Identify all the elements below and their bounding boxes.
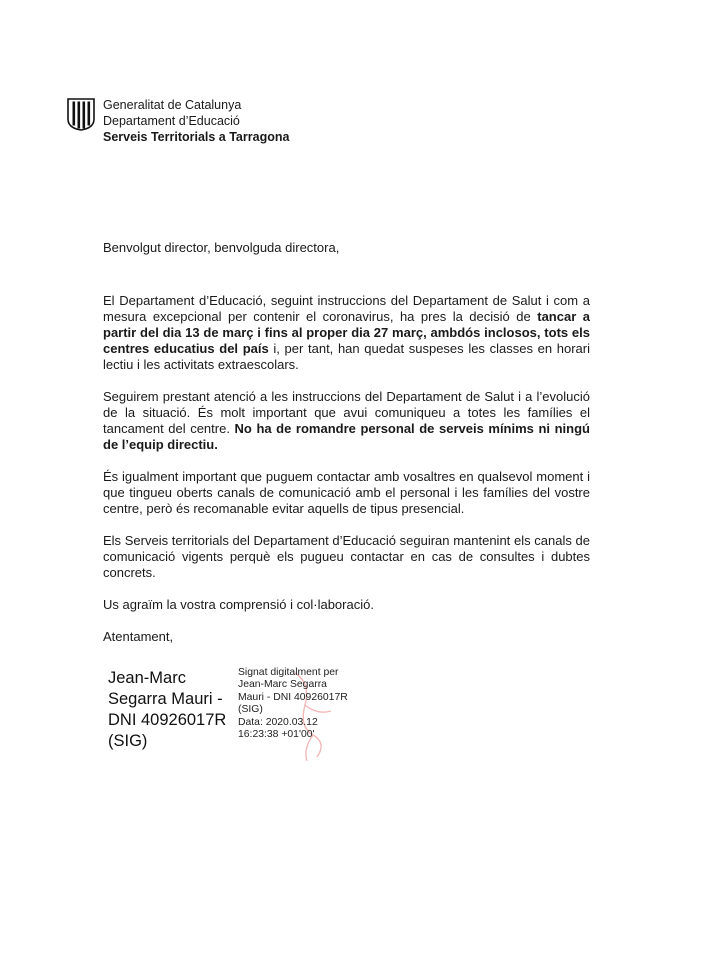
catalan-coat-of-arms-icon <box>66 97 96 131</box>
paragraph-3: És igualment important que puguem contactar amb vosaltres en qualsevol moment i que tingueu oberts canals de comunicació amb el personal i les famílies del vostre centre, però és recomanable evitar aquells de tipus presencial. <box>103 469 590 516</box>
greeting: Benvolgut director, benvolguda directora, <box>103 240 340 255</box>
paragraph-2: Seguirem prestant atenció a les instruccions del Departament de Salut i a l’evolució de la situació. És molt important que avui comuniqueu a totes les famílies el tancament del centre. No ha de romandre personal de serveis mínims ni ningú de l’equip directiu. <box>103 389 590 452</box>
unit-name: Serveis Territorials a Tarragona <box>103 130 290 144</box>
org-name: Generalitat de Catalunya <box>103 98 242 112</box>
digital-signature <box>103 665 363 770</box>
paragraph-4: Els Serveis territorials del Departament d’Educació seguiran mantenint els canals de comunicació vigents perquè els pugueu contactar en cas de consultes i dubtes concrets. <box>103 533 590 580</box>
paragraph-1: El Departament d’Educació, seguint instruccions del Departament de Salut i com a mesura excepcional per contenir el coronavirus, ha pres la decisió de tancar a partir del dia 13 de març i fins al proper dia 27 març, ambdós inclosos, tots els centres educatius del país i, per tant, han quedat suspeses les classes en horari lectiu i les activitats extraescolars. <box>103 293 590 372</box>
closing: Atentament, <box>103 629 174 644</box>
signature-details: Signat digitalment per Jean-Marc Segarra Mauri - DNI 40926017R (SIG) Data: 2020.03.12 16:23:38 +01'00' <box>238 667 348 741</box>
signer-name: Jean-Marc Segarra Mauri - DNI 40926017R (SIG) <box>108 669 227 750</box>
paragraph-5: Us agraïm la vostra comprensió i col·laboració. <box>103 597 374 612</box>
department-name: Departament d’Educació <box>103 114 240 128</box>
letter-body <box>103 240 590 645</box>
